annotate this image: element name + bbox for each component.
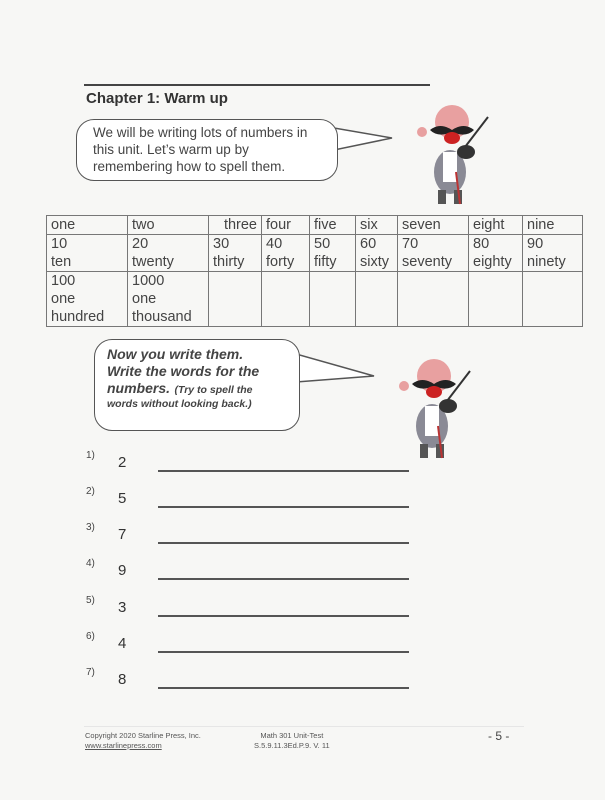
question-number: 5 xyxy=(118,490,127,507)
ringmaster-mascot-icon xyxy=(410,92,490,207)
intro-line: this unit. Let’s warm up by xyxy=(93,142,249,157)
table-cell: two xyxy=(128,216,209,235)
question-number: 4 xyxy=(118,635,127,652)
instruction-note: words without looking back.) xyxy=(107,398,252,410)
table-cell: seven xyxy=(398,216,469,235)
question-label: 7) xyxy=(86,667,95,678)
number-words-table xyxy=(46,215,583,327)
table-cell: six xyxy=(356,216,398,235)
table-cell: 60 sixty xyxy=(356,235,398,272)
table-cell: 50 fifty xyxy=(310,235,356,272)
question-item xyxy=(86,667,416,697)
question-label: 6) xyxy=(86,631,95,642)
table-cell: 10 ten xyxy=(47,235,128,272)
question-number: 9 xyxy=(118,562,127,579)
table-row xyxy=(47,235,583,272)
table-cell-empty xyxy=(310,272,356,327)
header-rule xyxy=(84,84,430,86)
question-item xyxy=(86,486,416,516)
answer-line[interactable] xyxy=(158,687,409,689)
question-label: 5) xyxy=(86,595,95,606)
exercise-speech-bubble xyxy=(94,339,300,431)
table-cell: 70 seventy xyxy=(398,235,469,272)
table-cell: eight xyxy=(469,216,523,235)
ringmaster-mascot-icon xyxy=(392,346,472,461)
course-code: S.5.9.11.3Ed.P.9. V. 11 xyxy=(254,741,330,750)
question-number: 3 xyxy=(118,599,127,616)
question-item xyxy=(86,631,416,661)
table-cell: three xyxy=(209,216,262,235)
speech-bubble-tail xyxy=(296,352,376,386)
table-cell-empty xyxy=(209,272,262,327)
table-cell: four xyxy=(262,216,310,235)
table-row xyxy=(47,216,583,235)
question-item xyxy=(86,522,416,552)
table-cell: one xyxy=(47,216,128,235)
table-cell-empty xyxy=(398,272,469,327)
question-label: 3) xyxy=(86,522,95,533)
instruction-line: Now you write them. xyxy=(107,346,244,362)
footer-rule xyxy=(84,726,524,727)
table-cell: 20 twenty xyxy=(128,235,209,272)
question-label: 4) xyxy=(86,558,95,569)
footer-course-info xyxy=(254,731,330,751)
question-number: 7 xyxy=(118,526,127,543)
answer-line[interactable] xyxy=(158,506,409,508)
chapter-title: Chapter 1: Warm up xyxy=(86,90,228,107)
question-number: 2 xyxy=(118,454,127,471)
table-cell: 80 eighty xyxy=(469,235,523,272)
website-link[interactable]: www.starlinepress.com xyxy=(85,741,162,750)
table-cell: nine xyxy=(523,216,583,235)
table-cell-empty xyxy=(469,272,523,327)
table-cell-empty xyxy=(262,272,310,327)
table-cell: 40 forty xyxy=(262,235,310,272)
table-row xyxy=(47,272,583,327)
table-cell-empty xyxy=(356,272,398,327)
copyright-text: Copyright 2020 Starline Press, Inc. xyxy=(85,731,201,740)
intro-line: We will be writing lots of numbers in xyxy=(93,125,308,140)
answer-line[interactable] xyxy=(158,470,409,472)
answer-line[interactable] xyxy=(158,651,409,653)
answer-line[interactable] xyxy=(158,578,409,580)
table-cell: 1000 one thousand xyxy=(128,272,209,327)
intro-speech-bubble xyxy=(76,119,338,181)
course-title: Math 301 Unit-Test xyxy=(260,731,324,740)
table-cell-empty xyxy=(523,272,583,327)
answer-line[interactable] xyxy=(158,615,409,617)
page-number: - 5 - xyxy=(488,729,510,743)
question-item xyxy=(86,558,416,588)
instruction-line: numbers. xyxy=(107,380,171,396)
question-item xyxy=(86,595,416,625)
speech-bubble-tail xyxy=(334,126,394,156)
footer-copyright xyxy=(85,731,201,751)
table-cell: 30 thirty xyxy=(209,235,262,272)
table-cell: five xyxy=(310,216,356,235)
question-item xyxy=(86,450,416,480)
question-label: 1) xyxy=(86,450,95,461)
instruction-line: Write the words for the xyxy=(107,363,260,379)
instruction-note: (Try to spell the xyxy=(174,384,253,396)
intro-line: remembering how to spell them. xyxy=(93,159,286,174)
question-label: 2) xyxy=(86,486,95,497)
question-number: 8 xyxy=(118,671,127,688)
answer-line[interactable] xyxy=(158,542,409,544)
table-cell: 90 ninety xyxy=(523,235,583,272)
table-cell: 100 one hundred xyxy=(47,272,128,327)
